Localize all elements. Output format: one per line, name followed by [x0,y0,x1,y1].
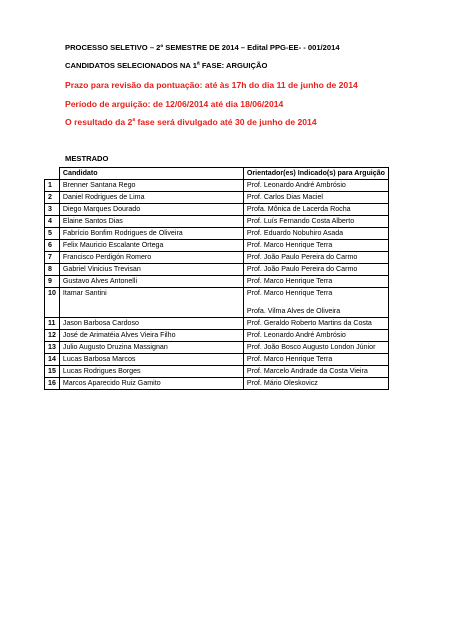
subtitle-prefix: CANDIDATOS SELECIONADOS NA 1 [65,61,197,70]
advisor-name: Profa. Mônica de Lacerda Rocha [246,205,351,213]
advisor-name: Prof. Marcelo Andrade da Costa Vieira [246,367,368,375]
advisor-name: Prof. João Bosco Augusto London Júnior [246,343,376,351]
row-number: 11 [45,318,60,330]
advisor-name: Prof. João Paulo Pereira do Carmo [246,265,358,273]
candidate-name: Felix Mauricio Escalante Ortega [59,240,243,252]
advisor-cell [243,204,388,216]
table-row [45,216,389,228]
candidate-name: Itamar Santini [59,288,243,318]
advisor-cell [243,318,388,330]
section-heading: MESTRADO [65,154,109,163]
advisor-name: Prof. Luís Fernando Costa Alberto [246,217,355,225]
candidate-name: Gustavo Alves Antonelli [59,276,243,288]
table-row [45,330,389,342]
advisor-cell [243,366,388,378]
row-number: 8 [45,264,60,276]
row-number: 13 [45,342,60,354]
table-row [45,354,389,366]
candidate-name: Francisco Perdigón Romero [59,252,243,264]
advisor-name: Prof. Eduardo Nobuhiro Asada [246,229,344,237]
advisor-name: Prof. João Paulo Pereira do Carmo [246,253,358,261]
table-row [45,366,389,378]
table-row [45,240,389,252]
advisor-name: Prof. Carlos Dias Maciel [246,193,323,201]
candidate-name: Gabriel Vinicius Trevisan [59,264,243,276]
candidate-name: Fabrício Bonfim Rodrigues de Oliveira [59,228,243,240]
advisor-name: Prof. Leonardo André Ambrósio [246,181,346,189]
row-number: 4 [45,216,60,228]
table-row [45,228,389,240]
candidate-name: Elaine Santos Dias [59,216,243,228]
advisor-name: Prof. Marco Henrique Terra [246,277,333,285]
candidate-name: Lucas Barbosa Marcos [59,354,243,366]
notice-result-prefix: O resultado da 2 [65,117,133,127]
row-number: 14 [45,354,60,366]
advisor-name: Prof. Mário Oleskovicz [246,379,318,387]
advisor-cell [243,378,388,390]
row-number: 12 [45,330,60,342]
notice-result-suffix: fase será divulgado até 30 de junho de 2014 [135,117,317,127]
candidate-name: Marcos Aparecido Ruiz Gamito [59,378,243,390]
table-row [45,252,389,264]
header-blank-cell [45,168,60,180]
advisor-cell [243,216,388,228]
advisor-cell [243,288,388,318]
candidate-name: Brenner Santana Rego [59,180,243,192]
advisor-cell [243,240,388,252]
row-number: 1 [45,180,60,192]
row-number: 10 [45,288,60,318]
subtitle-suffix: FASE: ARGUIÇÃO [199,61,268,70]
advisor-cell [243,180,388,192]
advisor-name-secondary: Profa. Vilma Alves de Oliveira [246,307,341,315]
row-number: 5 [45,228,60,240]
row-number: 2 [45,192,60,204]
advisor-name: Prof. Geraldo Roberto Martins da Costa [246,319,372,327]
row-number: 15 [45,366,60,378]
advisor-name: Prof. Marco Henrique Terra [246,241,333,249]
notice-review-deadline: Prazo para revisão da pontuação: até às 17h do dia 11 de junho de 2014 [65,80,358,90]
document-subtitle [65,61,267,70]
header-advisor: Orientador(es) Indicado(s) para Arguição [243,168,388,180]
candidate-name: Jason Barbosa Cardoso [59,318,243,330]
candidate-name: José de Arimatéia Alves Vieira Filho [59,330,243,342]
table-row [45,264,389,276]
row-number: 7 [45,252,60,264]
advisor-cell [243,192,388,204]
candidate-name: Diego Marques Dourado [59,204,243,216]
row-number: 6 [45,240,60,252]
advisor-cell [243,342,388,354]
table-row [45,378,389,390]
row-number: 16 [45,378,60,390]
header-candidate: Candidato [59,168,243,180]
advisor-cell [243,330,388,342]
table-row [45,342,389,354]
table-row [45,192,389,204]
advisor-cell [243,228,388,240]
advisor-cell [243,276,388,288]
table-row [45,180,389,192]
notice-arguicao-period: Período de arguição: de 12/06/2014 até dia 18/06/2014 [65,99,284,109]
candidate-name: Daniel Rodrigues de Lima [59,192,243,204]
advisor-name: Prof. Marco Henrique Terra [246,355,333,363]
table-row [45,204,389,216]
table-header-row [45,168,389,180]
advisor-name: Prof. Leonardo André Ambrósio [246,331,346,339]
table-row [45,288,389,318]
candidates-table [44,167,389,390]
table-row [45,276,389,288]
row-number: 3 [45,204,60,216]
notice-result-ordinal: a [132,117,136,124]
candidate-name: Julio Augusto Druzina Massignan [59,342,243,354]
notice-result-date [65,117,317,127]
candidate-name: Lucas Rodrigues Borges [59,366,243,378]
advisor-cell [243,354,388,366]
advisor-name: Prof. Marco Henrique Terra [246,289,333,297]
subtitle-ordinal: a [196,60,200,67]
document-title: PROCESSO SELETIVO – 2º SEMESTRE DE 2014 – Edital PPG-EE- - 001/2014 [65,43,340,52]
row-number: 9 [45,276,60,288]
table-row [45,318,389,330]
advisor-cell [243,252,388,264]
advisor-cell [243,264,388,276]
